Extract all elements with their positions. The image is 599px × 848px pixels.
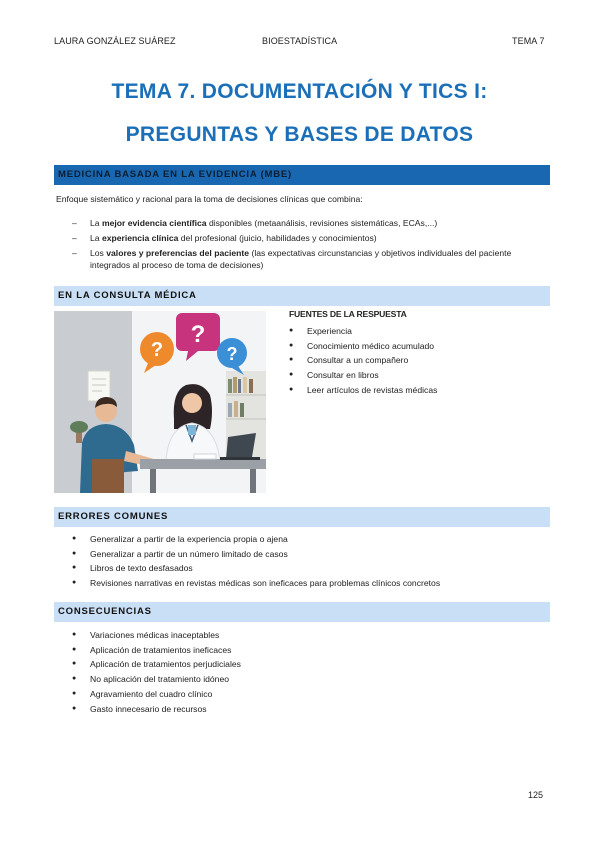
page-title-line1: TEMA 7. DOCUMENTACIÓN Y TICS I: <box>111 80 488 103</box>
section-heading-mbe: MEDICINA BASADA EN LA EVIDENCIA (MBE) <box>54 165 550 185</box>
list-item <box>289 368 549 383</box>
mbe-item-post: (las expectativas circunstancias y objetivos individuales del paciente integrados al proceso de toma de decisiones) <box>90 248 512 270</box>
list-item <box>72 561 550 576</box>
mbe-item <box>72 217 532 229</box>
question-mark: ? <box>190 321 206 348</box>
bullet-marker: ● <box>289 341 294 349</box>
bullet-marker: ● <box>72 564 77 572</box>
consequence-item: Aplicación de tratamientos ineficaces <box>90 644 232 655</box>
list-item <box>289 339 549 354</box>
mbe-item-bold: mejor evidencia científica <box>101 218 207 228</box>
mbe-item-bold: experiencia clínica <box>101 233 179 243</box>
header-author: LAURA GONZÁLEZ SUÁREZ <box>54 36 176 46</box>
list-item <box>72 576 550 591</box>
list-item <box>289 353 549 368</box>
dash-marker: – <box>72 248 77 258</box>
bullet-marker: ● <box>289 356 294 364</box>
consequence-item: Gasto innecesario de recursos <box>90 703 207 714</box>
errores-list <box>72 532 550 591</box>
dash-marker: – <box>72 218 77 228</box>
error-item: Libros de texto desfasados <box>90 563 193 574</box>
list-item <box>72 628 550 643</box>
list-item <box>72 643 550 658</box>
mbe-item-bold: valores y preferencias del paciente <box>106 248 250 258</box>
bullet-marker: ● <box>289 371 294 379</box>
consequence-item: Aplicación de tratamientos perjudiciales <box>90 659 241 670</box>
sources-title: FUENTES DE LA RESPUESTA <box>289 309 407 319</box>
section-heading-consulta: EN LA CONSULTA MÉDICA <box>54 286 550 306</box>
bullet-marker: ● <box>72 631 77 638</box>
bullet-marker: ● <box>72 689 77 697</box>
error-item: Generalizar a partir de un número limitado de casos <box>90 548 288 559</box>
source-item: Consultar a un compañero <box>307 355 409 366</box>
mbe-intro: Enfoque sistemático y racional para la toma de decisiones clínicas que combina: <box>56 194 363 204</box>
mbe-item <box>72 247 532 271</box>
list-item <box>72 532 550 547</box>
source-item: Consultar en libros <box>307 370 379 381</box>
dash-marker: – <box>72 233 77 243</box>
list-item <box>289 383 549 398</box>
source-item: Leer artículos de revistas médicas <box>307 384 438 395</box>
bullet-marker: ● <box>72 535 77 542</box>
mbe-item <box>72 232 532 244</box>
header-subject: BIOESTADÍSTICA <box>262 36 338 46</box>
consequence-item: Variaciones médicas inaceptables <box>90 630 220 640</box>
sources-list <box>289 324 549 398</box>
section-heading-consecuencias: CONSECUENCIAS <box>54 602 550 622</box>
mbe-item-pre: La <box>90 233 102 243</box>
list-item <box>72 687 550 702</box>
section-heading-errores: ERRORES COMUNES <box>54 507 550 527</box>
page-number: 125 <box>528 790 544 800</box>
bullet-marker: ● <box>72 704 77 712</box>
bullet-marker: ● <box>72 675 77 683</box>
bullet-marker: ● <box>72 660 77 668</box>
mbe-item-pre: Los <box>90 248 107 258</box>
bullet-marker: ● <box>289 327 294 334</box>
list-item <box>72 657 550 672</box>
consequence-item: No aplicación del tratamiento idóneo <box>90 674 230 685</box>
question-mark: ? <box>150 339 164 361</box>
header-topic: TEMA 7 <box>512 36 545 46</box>
page-title-line2: PREGUNTAS Y BASES DE DATOS <box>125 123 474 146</box>
mbe-item-post: del profesional (juicio, habilidades y conocimientos) <box>178 233 377 243</box>
list-item <box>72 672 550 687</box>
bullet-marker: ● <box>72 579 77 587</box>
bullet-marker: ● <box>72 645 77 653</box>
mbe-item-post: disponibles (metaanálisis, revisiones sistemáticas, ECAs,...) <box>206 218 438 228</box>
consecuencias-list <box>72 628 550 716</box>
doctor-consultation-illustration <box>54 311 266 493</box>
question-mark: ? <box>226 344 238 364</box>
mbe-list <box>72 217 532 274</box>
error-item: Generalizar a partir de la experiencia propia o ajena <box>90 534 288 544</box>
bullet-marker: ● <box>72 549 77 557</box>
error-item: Revisiones narrativas en revistas médicas son ineficaces para problemas clínicos concretos <box>90 578 441 589</box>
list-item <box>72 547 550 562</box>
source-item: Experiencia <box>307 326 352 336</box>
list-item <box>72 702 550 717</box>
source-item: Conocimiento médico acumulado <box>307 340 435 351</box>
bullet-marker: ● <box>289 385 294 393</box>
consequence-item: Agravamiento del cuadro clínico <box>90 688 213 699</box>
list-item <box>289 324 549 339</box>
mbe-item-pre: La <box>90 218 102 228</box>
